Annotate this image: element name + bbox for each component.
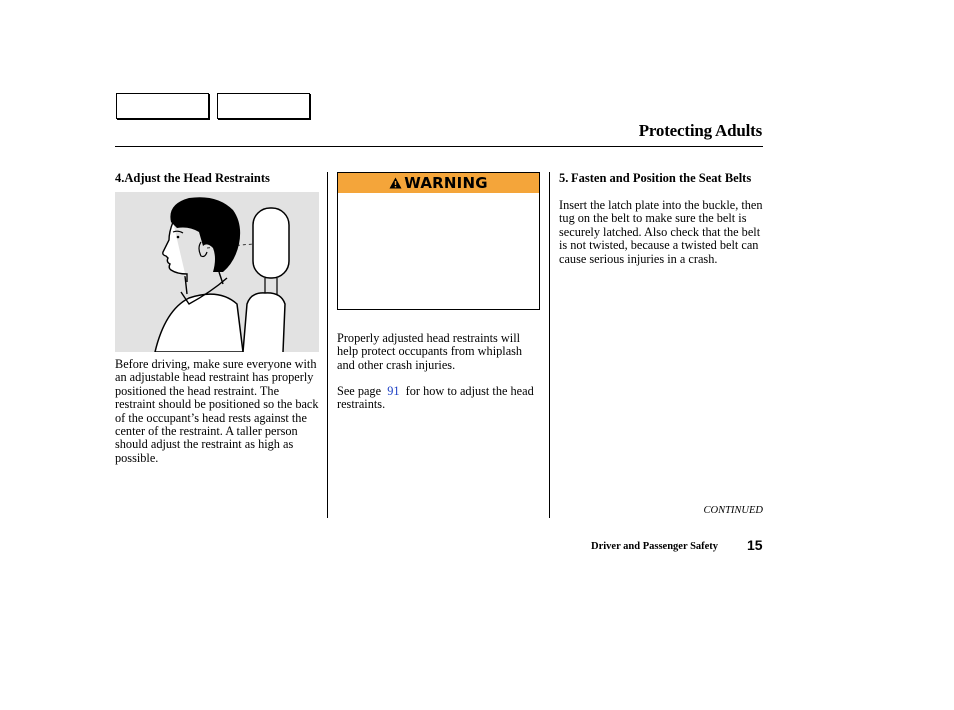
column-divider-1 [327,172,328,518]
section-tab-box-2 [217,93,310,119]
see-page-paragraph [337,385,542,412]
see-page-suffix: for how to adjust the head restraints. [337,384,534,412]
seat-belt-paragraph: Insert the latch plate into the buckle, then tug on the belt to make sure the belt is securely latched. Also check that the belt is not twisted, because a twisted belt can cause serious injuries in a crash. [559,198,763,266]
page-91-link[interactable]: 91 [387,384,400,398]
page-title: Protecting Adults [638,121,762,140]
torso-shape [155,294,243,352]
warning-box [337,172,540,310]
see-page-prefix: See page [337,384,382,398]
headrest-shape [253,208,289,278]
head-restraint-drawing [115,192,319,352]
head-restraint-paragraph: Before driving, make sure everyone with an adjustable head restraint has properly positioned the head restraint. The restraint should be positioned so the back of the occupant’s head rests against the center of the restraint. A taller person should adjust the restraint as high as possible. [115,357,319,465]
neck-line [185,272,223,294]
warning-explanation: Properly adjusted head restraints will help protect occupants from whiplash and other crash injuries. [337,331,523,372]
seat-belt-heading-number: 5. [559,171,569,185]
header-rule [115,146,763,147]
seat-belt-heading-text: Fasten and Position the Seat Belts [571,171,752,185]
page-number: 15 [747,537,763,553]
seat-belt-heading [559,172,764,185]
footer-section-label: Driver and Passenger Safety [591,541,719,552]
section-tab-box-1 [116,93,209,119]
warning-label: WARNING [404,174,488,192]
head-restraint-heading: 4.Adjust the Head Restraints [115,171,270,185]
eye-mark [177,236,180,239]
seatback-shape [243,293,285,352]
head-restraint-illustration [115,192,319,352]
warning-bar [338,173,539,193]
column-divider-2 [549,172,550,518]
warning-triangle-icon [389,177,402,189]
continued-label: CONTINUED [703,505,763,516]
